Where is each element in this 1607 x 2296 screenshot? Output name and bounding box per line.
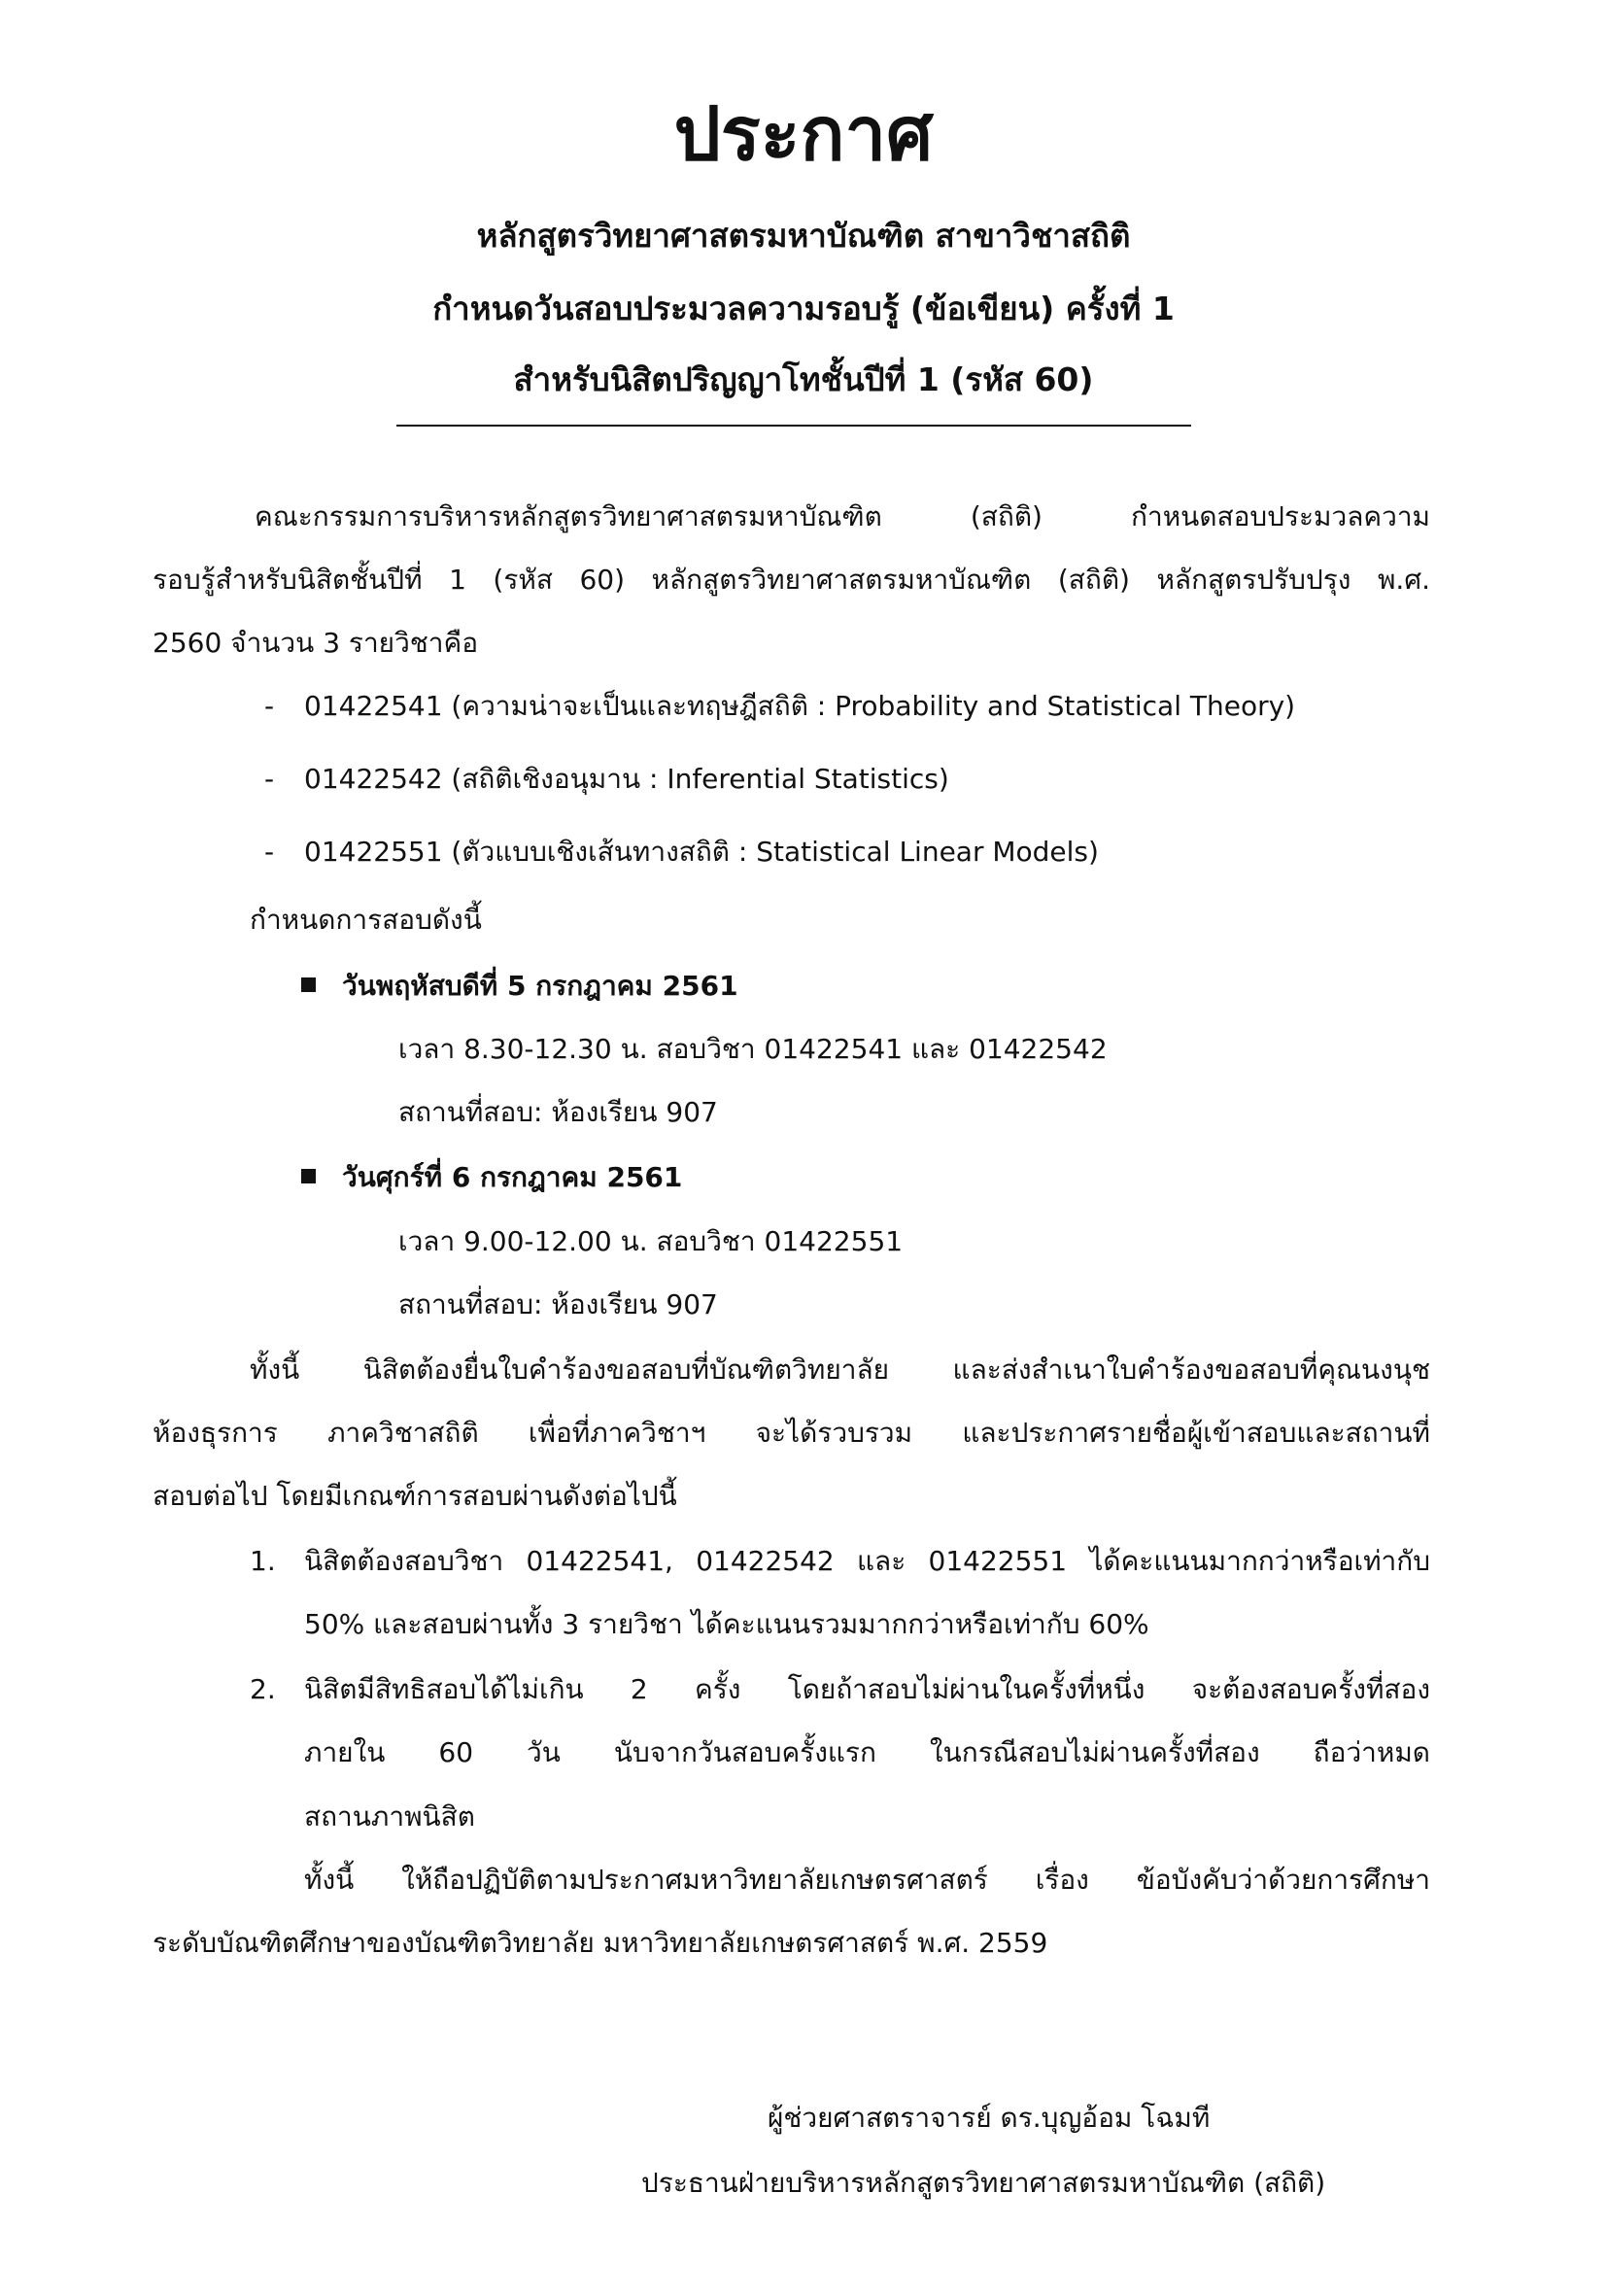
criteria-line: 50% และสอบผ่านทั้ง 3 รายวิชา ได้คะแนนรวมมากกว่าหรือเท่ากับ 60% [304,1608,1149,1640]
course-item: 01422551 (ตัวแบบเชิงเส้นทางสถิติ : Statistical Linear Models) [304,836,1099,868]
signatory-name: ผู้ช่วยศาสตราจารย์ ดร.บุญอ้อม โฉมที [768,2102,1211,2134]
note-line-1: ทั้งนี้ นิสิตต้องยื่นใบคำร้องขอสอบที่บัณฑิตวิทยาลัย และส่งสำเนาใบคำร้องขอสอบที่คุณนงนุช [250,1354,1430,1386]
course-item: 01422542 (สถิติเชิงอนุมาน : Inferential Statistics) [304,763,949,795]
exam-place: สถานที่สอบ: ห้องเรียน 907 [398,1096,718,1128]
course-bullet: - [264,836,275,868]
intro-line-3: 2560 จำนวน 3 รายวิชาคือ [153,627,479,659]
note-line-3: สอบต่อไป โดยมีเกณฑ์การสอบผ่านดังต่อไปนี้ [153,1480,677,1512]
schedule-heading: กำหนดการสอบดังนี้ [250,904,482,936]
subtitle-program: หลักสูตรวิทยาศาสตรมหาบัณฑิต สาขาวิชาสถิติ [476,217,1131,255]
subtitle-exam: กำหนดวันสอบประมวลความรอบรู้ (ข้อเขียน) ครั้งที่ 1 [432,290,1175,327]
exam-place: สถานที่สอบ: ห้องเรียน 907 [398,1288,718,1320]
exam-date: วันศุกร์ที่ 6 กรกฎาคม 2561 [342,1161,683,1193]
intro-line-2: รอบรู้สำหรับนิสิตชั้นปีที่ 1 (รหัส 60) หลักสูตรวิทยาศาสตรมหาบัณฑิต (สถิติ) หลักสูตรปรับปรุง พ.ศ. [153,564,1430,596]
exam-date: วันพฤหัสบดีที่ 5 กรกฎาคม 2561 [342,970,738,1002]
closing-line-1: ทั้งนี้ ให้ถือปฏิบัติตามประกาศมหาวิทยาลัยเกษตรศาสตร์ เรื่อง ข้อบังคับว่าด้วยการศึกษา [304,1864,1430,1896]
square-bullet-icon [301,977,316,992]
page-title: ประกาศ [673,90,934,177]
exam-time: เวลา 9.00-12.00 น. สอบวิชา 01422551 [398,1225,904,1257]
course-bullet: - [264,690,275,722]
signatory-position: ประธานฝ่ายบริหารหลักสูตรวิทยาศาสตรมหาบัณฑิต (สถิติ) [641,2167,1326,2199]
square-bullet-icon [301,1169,316,1183]
closing-line-2: ระดับบัณฑิตศึกษาของบัณฑิตวิทยาลัย มหาวิทยาลัยเกษตรศาสตร์ พ.ศ. 2559 [153,1927,1048,1959]
course-bullet: - [264,763,275,795]
criteria-line: สถานภาพนิสิต [304,1800,475,1833]
course-item: 01422541 (ความน่าจะเป็นและทฤษฎีสถิติ : Probability and Statistical Theory) [304,690,1296,722]
note-line-2: ห้องธุรการ ภาควิชาสถิติ เพื่อที่ภาควิชาฯ จะได้รวบรวม และประกาศรายชื่อผู้เข้าสอบและสถานที่ [153,1417,1430,1449]
criteria-number: 1. [250,1545,276,1577]
exam-time: เวลา 8.30-12.30 น. สอบวิชา 01422541 และ 01422542 [398,1033,1108,1065]
criteria-line: นิสิตมีสิทธิสอบได้ไม่เกิน 2 ครั้ง โดยถ้าสอบไม่ผ่านในครั้งที่หนึ่ง จะต้องสอบครั้งที่สอง [304,1673,1430,1705]
intro-line-1: คณะกรรมการบริหารหลักสูตรวิทยาศาสตรมหาบัณฑิต (สถิติ) กำหนดสอบประมวลความ [255,500,1430,532]
criteria-number: 2. [250,1673,276,1705]
criteria-line: ภายใน 60 วัน นับจากวันสอบครั้งแรก ในกรณีสอบไม่ผ่านครั้งที่สอง ถือว่าหมด [304,1736,1430,1768]
subtitle-students: สำหรับนิสิตปริญญาโทชั้นปีที่ 1 (รหัส 60) [513,360,1094,398]
title-divider [396,425,1191,427]
criteria-line: นิสิตต้องสอบวิชา 01422541, 01422542 และ 01422551 ได้คะแนนมากกว่าหรือเท่ากับ [304,1545,1430,1577]
